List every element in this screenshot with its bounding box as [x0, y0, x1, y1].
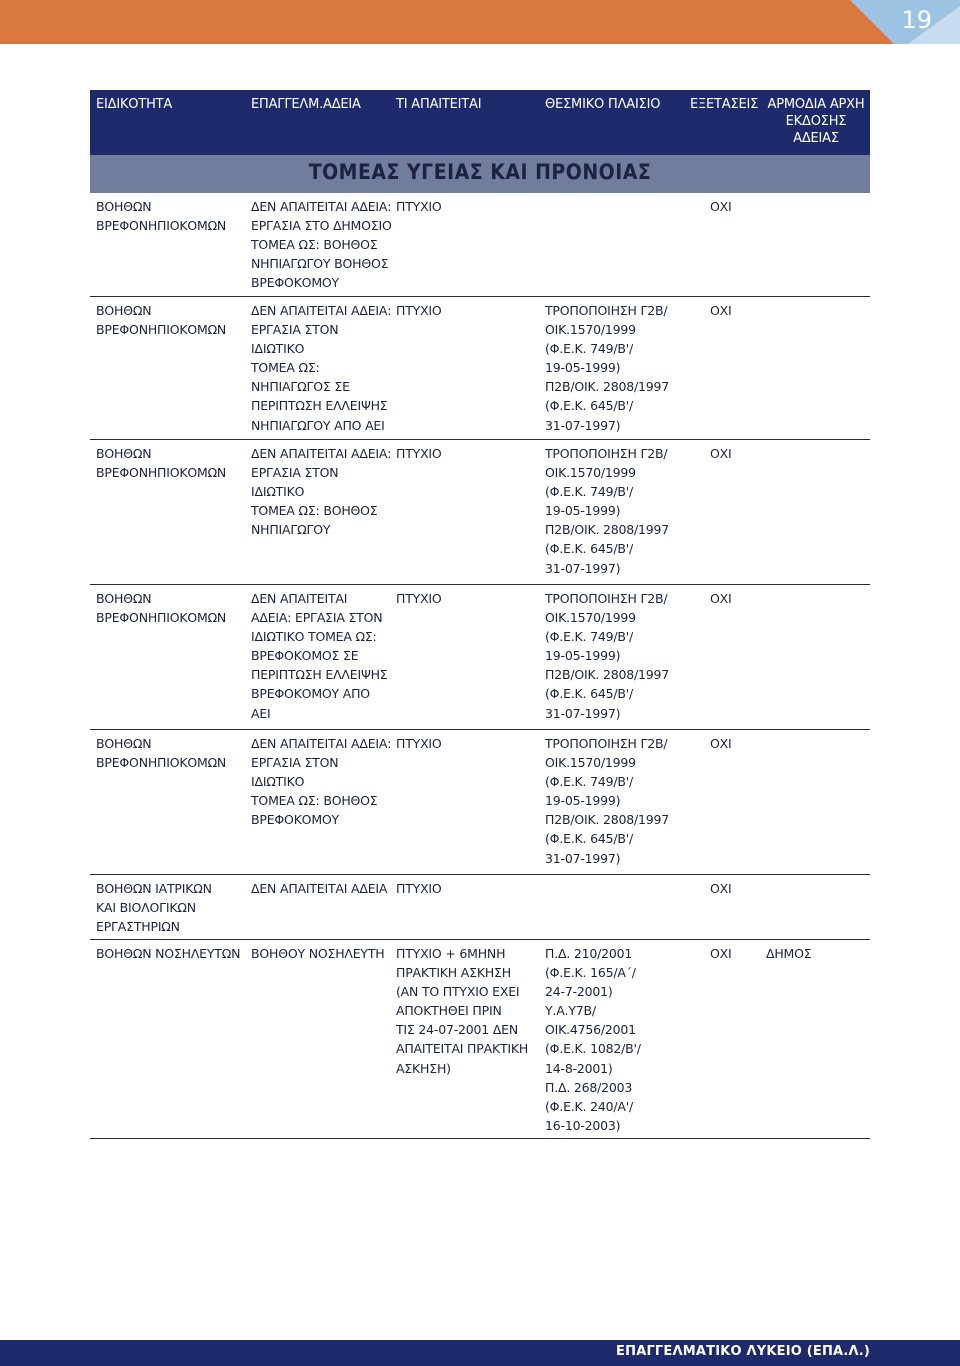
- header-required: ΤΙ ΑΠΑΙΤΕΙΤΑΙ: [396, 97, 482, 112]
- cell-required: ΠΤΥΧΙΟ: [396, 303, 442, 318]
- cell-exams: ΟΧΙ: [710, 736, 732, 751]
- cell-required: ΠΤΥΧΙΟ: [396, 446, 442, 461]
- cell-required: ΠΤΥΧΙΟ + 6ΜΗΝΗ ΠΡΑΚΤΙΚΗ ΑΣΚΗΣΗ (ΑΝ ΤΟ ΠΤΥΧΙΟ ΕΧΕΙ ΑΠΟΚΤΗΘΕΙ ΠΡΙΝ ΤΙΣ 24-07-2001 ΔΕΝ ΑΠΑΙΤΕΙΤΑΙ ΠΡΑΚΤΙΚΗ ΑΣΚΗΣΗ): [396, 946, 529, 1076]
- cell-license: ΔΕΝ ΑΠΑΙΤΕΙΤΑΙ ΑΔΕΙΑ: ΕΡΓΑΣΙΑ ΣΤΟΝ ΙΔΙΩΤΙΚΟ ΤΟΜΕΑ ΩΣ: ΒΟΗΘΟΣ ΒΡΕΦΟΚΟΜΟΥ: [251, 736, 392, 828]
- cell-specialty: ΒΟΗΘΩΝ ΒΡΕΦΟΝΗΠΙΟΚΟΜΩΝ: [96, 303, 227, 338]
- table-row: [90, 193, 870, 297]
- cell-specialty: ΒΟΗΘΩΝ ΒΡΕΦΟΝΗΠΙΟΚΟΜΩΝ: [96, 446, 227, 481]
- table-row: [90, 940, 870, 1139]
- header-license: ΕΠΑΓΓΕΛΜ.ΑΔΕΙΑ: [251, 97, 361, 112]
- cell-exams: ΟΧΙ: [710, 946, 732, 961]
- cell-framework: ΤΡΟΠΟΠΟΙΗΣΗ Γ2Β/ ΟΙΚ.1570/1999 (Φ.Ε.Κ. 749/Β'/ 19-05-1999) Π2Β/ΟΙΚ. 2808/1997 (Φ.Ε.Κ. 645/Β'/ 31-07-1997): [545, 591, 670, 721]
- table-row: [90, 297, 870, 440]
- footer-title: ΕΠΑΓΓΕΛΜΑΤΙΚΟ ΛΥΚΕΙΟ (ΕΠΑ.Λ.): [616, 1344, 870, 1359]
- cell-license: ΒΟΗΘΟΥ ΝΟΣΗΛΕΥΤΗ: [251, 946, 385, 961]
- cell-specialty: ΒΟΗΘΩΝ ΒΡΕΦΟΝΗΠΙΟΚΟΜΩΝ: [96, 199, 227, 234]
- cell-framework: ΤΡΟΠΟΠΟΙΗΣΗ Γ2Β/ ΟΙΚ.1570/1999 (Φ.Ε.Κ. 749/Β'/ 19-05-1999) Π2Β/ΟΙΚ. 2808/1997 (Φ.Ε.Κ. 645/Β'/ 31-07-1997): [545, 736, 670, 866]
- sector-title: ΤΟΜΕΑΣ ΥΓΕΙΑΣ ΚΑΙ ΠΡΟΝΟΙΑΣ: [308, 160, 652, 184]
- table-row: [90, 440, 870, 585]
- cell-specialty: ΒΟΗΘΩΝ ΝΟΣΗΛΕΥΤΩΝ: [96, 946, 241, 961]
- cell-license: ΔΕΝ ΑΠΑΙΤΕΙΤΑΙ ΑΔΕΙΑ: ΕΡΓΑΣΙΑ ΣΤΟΝ ΙΔΙΩΤΙΚΟ ΤΟΜΕΑ ΩΣ: ΝΗΠΙΑΓΩΓΟΣ ΣΕ ΠΕΡΙΠΤΩΣΗ ΕΛΛΕΙΨΗΣ ΝΗΠΙΑΓΩΓΟΥ ΑΠΟ ΑΕΙ: [251, 303, 392, 433]
- cell-framework: ΤΡΟΠΟΠΟΙΗΣΗ Γ2Β/ ΟΙΚ.1570/1999 (Φ.Ε.Κ. 749/Β'/ 19-05-1999) Π2Β/ΟΙΚ. 2808/1997 (Φ.Ε.Κ. 645/Β'/ 31-07-1997): [545, 303, 670, 433]
- cell-authority: ΔΗΜΟΣ: [766, 946, 812, 961]
- cell-required: ΠΤΥΧΙΟ: [396, 881, 442, 896]
- cell-exams: ΟΧΙ: [710, 881, 732, 896]
- page-number: 19: [901, 6, 932, 34]
- cell-license: ΔΕΝ ΑΠΑΙΤΕΙΤΑΙ ΑΔΕΙΑ: ΕΡΓΑΣΙΑ ΣΤΟΝ ΙΔΙΩΤΙΚΟ ΤΟΜΕΑ ΩΣ: ΒΡΕΦΟΚΟΜΟΣ ΣΕ ΠΕΡΙΠΤΩΣΗ ΕΛΛΕΙΨΗΣ ΒΡΕΦΟΚΟΜΟΥ ΑΠΟ ΑΕΙ: [251, 591, 388, 721]
- cell-specialty: ΒΟΗΘΩΝ ΙΑΤΡΙΚΩΝ ΚΑΙ ΒΙΟΛΟΓΙΚΩΝ ΕΡΓΑΣΤΗΡΙΩΝ: [96, 881, 212, 935]
- table-row: [90, 585, 870, 730]
- cell-specialty: ΒΟΗΘΩΝ ΒΡΕΦΟΝΗΠΙΟΚΟΜΩΝ: [96, 591, 227, 626]
- cell-specialty: ΒΟΗΘΩΝ ΒΡΕΦΟΝΗΠΙΟΚΟΜΩΝ: [96, 736, 227, 771]
- cell-exams: ΟΧΙ: [710, 199, 732, 214]
- cell-license: ΔΕΝ ΑΠΑΙΤΕΙΤΑΙ ΑΔΕΙΑ: ΕΡΓΑΣΙΑ ΣΤΟ ΔΗΜΟΣΙΟ ΤΟΜΕΑ ΩΣ: ΒΟΗΘΟΣ ΝΗΠΙΑΓΩΓΟΥ ΒΟΗΘΟΣ ΒΡΕΦΟΚΟΜΟΥ: [251, 199, 392, 291]
- cell-framework: ΤΡΟΠΟΠΟΙΗΣΗ Γ2Β/ ΟΙΚ.1570/1999 (Φ.Ε.Κ. 749/Β'/ 19-05-1999) Π2Β/ΟΙΚ. 2808/1997 (Φ.Ε.Κ. 645/Β'/ 31-07-1997): [545, 446, 670, 576]
- table-header: [90, 90, 870, 155]
- cell-exams: ΟΧΙ: [710, 591, 732, 606]
- header-authority: ΑΡΜΟΔΙΑ ΑΡΧΗ ΕΚΔΟΣΗΣ ΑΔΕΙΑΣ: [767, 97, 865, 146]
- cell-exams: ΟΧΙ: [710, 303, 732, 318]
- table-row: [90, 730, 870, 875]
- table-body: [90, 193, 870, 1139]
- cell-exams: ΟΧΙ: [710, 446, 732, 461]
- cell-required: ΠΤΥΧΙΟ: [396, 591, 442, 606]
- header-framework: ΘΕΣΜΙΚΟ ΠΛΑΙΣΙΟ: [545, 97, 661, 112]
- header-specialty: ΕΙΔΙΚΟΤΗΤΑ: [96, 97, 173, 112]
- cell-framework: Π.Δ. 210/2001 (Φ.Ε.Κ. 165/Α΄/ 24-7-2001) Υ.Α.Υ7Β/ ΟΙΚ.4756/2001 (Φ.Ε.Κ. 1082/Β'/ 14-8-2001) Π.Δ. 268/2003 (Φ.Ε.Κ. 240/Α'/ 16-10-2003): [545, 946, 641, 1133]
- top-orange-band: [0, 0, 960, 44]
- cell-required: ΠΤΥΧΙΟ: [396, 736, 442, 751]
- cell-license: ΔΕΝ ΑΠΑΙΤΕΙΤΑΙ ΑΔΕΙΑ: [251, 881, 388, 896]
- header-exams: ΕΞΕΤΑΣΕΙΣ: [690, 97, 759, 112]
- cell-required: ΠΤΥΧΙΟ: [396, 199, 442, 214]
- table-row: [90, 875, 870, 940]
- footer-bar: [0, 1340, 960, 1366]
- sector-bar: [90, 155, 870, 193]
- cell-license: ΔΕΝ ΑΠΑΙΤΕΙΤΑΙ ΑΔΕΙΑ: ΕΡΓΑΣΙΑ ΣΤΟΝ ΙΔΙΩΤΙΚΟ ΤΟΜΕΑ ΩΣ: ΒΟΗΘΟΣ ΝΗΠΙΑΓΩΓΟΥ: [251, 446, 392, 538]
